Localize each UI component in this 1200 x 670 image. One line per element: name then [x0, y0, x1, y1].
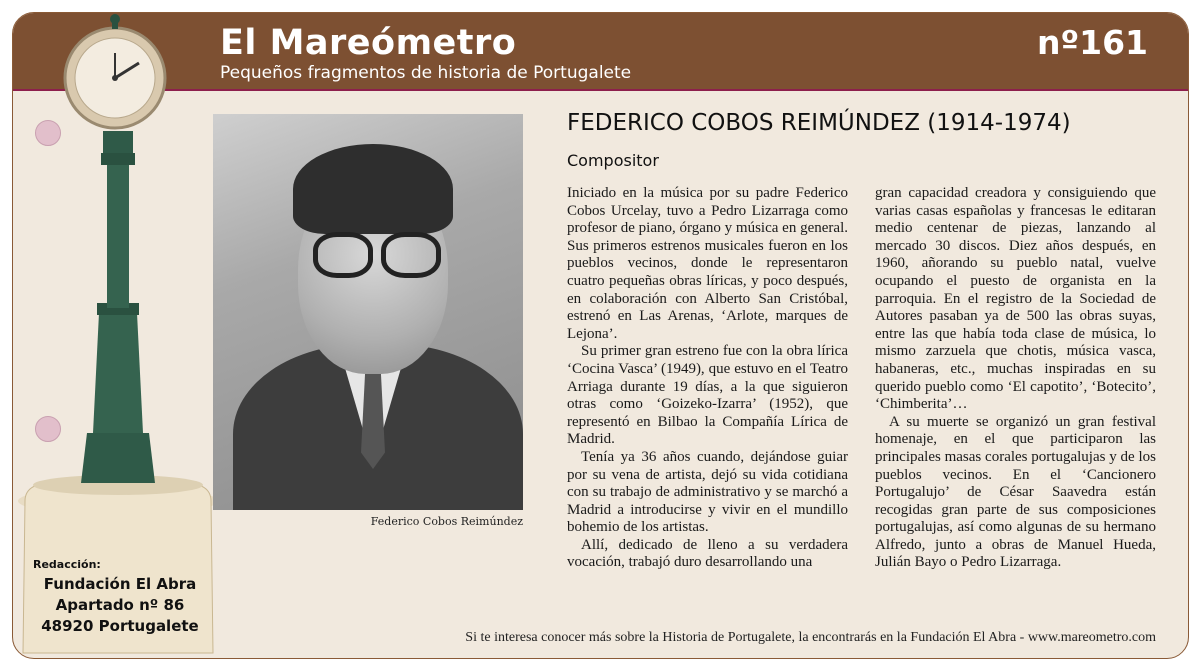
portrait-photo — [213, 114, 523, 510]
paragraph: Iniciado en la música por su padre Federico Cobos Urcelay, tuvo a Pedro Lizarraga como profesor de piano, órgano y música en general. Sus primeros estrenos musicales fueron en los pueblos vecinos, donde le representaron cuatro pequeñas obras líricas, y poco después, en colaboración con Alberto San Cristóbal, estrenó en Las Arenas, ‘Arlote, marques de Lejona’. — [567, 185, 848, 342]
paragraph: A su muerte se organizó un gran festival homenaje, en el que participaron las principales masas corales portugalujas y de los pueblos vecinos. En el ‘Cancionero Portugalujo’ de César Saavedra están recogidas gran parte de sus composiciones portugalujas, así como algunas de su hermano Alfredo, junto a obras de Manuel Hueda, Julián Bayo o Pedro Lizarraga. — [875, 413, 1156, 571]
footer-note: Si te interesa conocer más sobre la Historia de Portugalete, la encontrarás en la Fundación El Abra - www.mareometro.com — [465, 630, 1156, 645]
editorial-po-box: Apartado nº 86 — [55, 596, 185, 614]
paragraph: Allí, dedicado de lleno a su verdadera vocación, trabajó duro desarrollando una — [567, 536, 848, 571]
issue-number: nº161 — [1037, 23, 1148, 62]
paragraph: Tenía ya 36 años cuando, dejándose guiar por su vena de artista, dejó su vida cotidiana con su trabajo de administrativo y se marchó a Madrid a introducirse y vivir en el mundillo bohemio de los artistas. — [567, 448, 848, 536]
paragraph: Su primer gran estreno fue con la obra lírica ‘Cocina Vasca’ (1949), que estuvo en el Teatro Arriaga durante 19 días, a la que siguieron otras como ‘Goizeko-Izarra’ (1952), que representó en Bilbao la Compañía Lírica de Madrid. — [567, 343, 848, 448]
publication-subtitle: Pequeños fragmentos de historia de Portugalete — [220, 63, 632, 83]
paragraph: gran capacidad creadora y consiguiendo que varias casas españolas y francesas le editaran medio centenar de piezas, lanzando al mercado 30 discos. Diez años después, en 1960, añorando su pueblo natal, vuelve ocupando el puesto de organista en la parroquia. En el registro de la Sociedad de Autores pasaban ya de 500 las obras suyas, entre las que había toda clase de música, lo mismo zarzuela que chotis, música vasca, habaneras, etc., muchas inspiradas en su querido pueblo como ‘El capotito’, ‘Botecito’, ‘Chimberita’… — [875, 185, 1156, 413]
article-role: Compositor — [567, 151, 659, 170]
article-heading: FEDERICO COBOS REIMÚNDEZ (1914-1974) — [567, 110, 1071, 136]
publication-title: El Mareómetro — [220, 23, 517, 63]
article-column-1 — [567, 185, 848, 572]
editorial-org: Fundación El Abra — [43, 575, 197, 593]
photo-caption: Federico Cobos Reimúndez — [370, 515, 523, 528]
article-column-2 — [875, 185, 1156, 572]
editorial-label: Redacción: — [33, 558, 101, 571]
bulletin-card — [12, 12, 1189, 659]
editorial-postal-city: 48920 Portugalete — [41, 617, 199, 635]
